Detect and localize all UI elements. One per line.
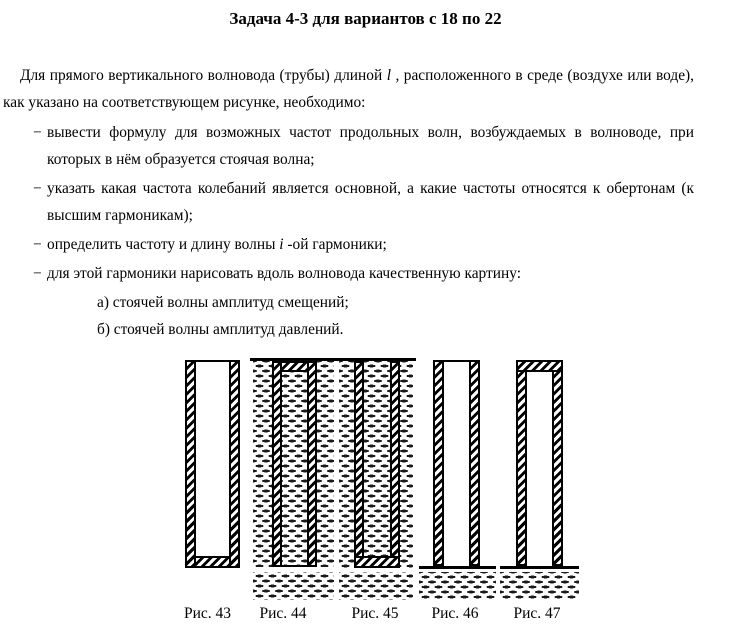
bullet3-text-after: -ой гармоники; bbox=[283, 236, 387, 253]
figure-43-caption: Рис. 43 bbox=[183, 605, 232, 622]
tube-wall-left bbox=[516, 360, 527, 566]
bullet-item-1 bbox=[3, 119, 694, 173]
figure-46-caption: Рис. 46 bbox=[431, 605, 479, 622]
figure-44-diagram bbox=[272, 361, 317, 567]
body-text bbox=[3, 62, 694, 343]
figure-44-caption: Рис. 44 bbox=[259, 605, 307, 622]
sub-item-a: а) стоячей волны амплитуд смещений; bbox=[97, 294, 349, 311]
bullet-marker: − bbox=[33, 265, 42, 282]
sub-item-b: б) стоячей волны амплитуд давлений. bbox=[97, 321, 344, 338]
bullet-marker: − bbox=[33, 180, 42, 197]
water-gap-45 bbox=[339, 568, 413, 572]
variable-l: l bbox=[386, 67, 391, 84]
tube-wall-left bbox=[272, 361, 282, 567]
tube-wall-right bbox=[390, 361, 400, 568]
variable-i: i bbox=[279, 236, 284, 253]
tube-wall-right bbox=[469, 360, 480, 566]
figure-46-diagram bbox=[433, 360, 480, 566]
figure-45-caption: Рис. 45 bbox=[351, 605, 399, 622]
intro-text-before: Для прямого вертикального волновода (трубы) длиной bbox=[20, 67, 387, 84]
water-region-47 bbox=[500, 572, 579, 600]
water-region-46 bbox=[419, 572, 496, 600]
ground-surface-line-46 bbox=[419, 566, 496, 569]
bullet-item-3 bbox=[3, 231, 694, 258]
tube-top-cap bbox=[516, 360, 563, 372]
bullet-item-2 bbox=[3, 175, 694, 229]
bullet-text: для этой гармоники нарисовать вдоль волновода качественную картину: bbox=[47, 265, 522, 282]
figure-45-diagram bbox=[354, 361, 400, 568]
tube-open-bottom-rim bbox=[272, 565, 317, 567]
bullet-item-4 bbox=[3, 260, 694, 287]
bullet-text bbox=[47, 231, 694, 258]
page-title: Задача 4-3 для вариантов с 18 по 22 bbox=[229, 9, 502, 28]
figure-47-caption: Рис. 47 bbox=[513, 605, 561, 622]
figure-47-diagram bbox=[516, 360, 563, 566]
bullet-marker: − bbox=[33, 236, 42, 253]
tube-wall-left bbox=[185, 360, 196, 568]
tube-wall-right bbox=[552, 360, 563, 566]
tube-wall-right bbox=[229, 360, 240, 568]
figure-43-diagram bbox=[185, 360, 240, 568]
bullet3-text-before: определить частоту и длину волны bbox=[47, 236, 280, 253]
tube-bottom-cap bbox=[194, 556, 231, 568]
tube-top-cap bbox=[280, 361, 309, 372]
water-gap-44 bbox=[253, 567, 334, 572]
tube-bottom-cap bbox=[354, 556, 400, 568]
intro-paragraph bbox=[3, 62, 694, 116]
bullet-text: вывести формулу для возможных частот продольных волн, возбуждаемых в волноводе, при которых в нём образуется стоячая волна; bbox=[47, 124, 694, 168]
tube-wall-left bbox=[433, 360, 444, 566]
figures-row bbox=[0, 355, 731, 636]
tube-wall-right bbox=[307, 361, 317, 567]
intro-text-after: , расположенного в среде (воздухе или воде), как указано на соответствующем рисунке, необходимо: bbox=[3, 67, 695, 111]
tube-wall-left bbox=[354, 361, 364, 568]
bullet-marker: − bbox=[33, 124, 42, 141]
bullet-text: указать какая частота колебаний является основной, а какие частоты относятся к обертонам (к высшим гармоникам); bbox=[47, 180, 694, 224]
ground-surface-line-47 bbox=[500, 566, 579, 569]
